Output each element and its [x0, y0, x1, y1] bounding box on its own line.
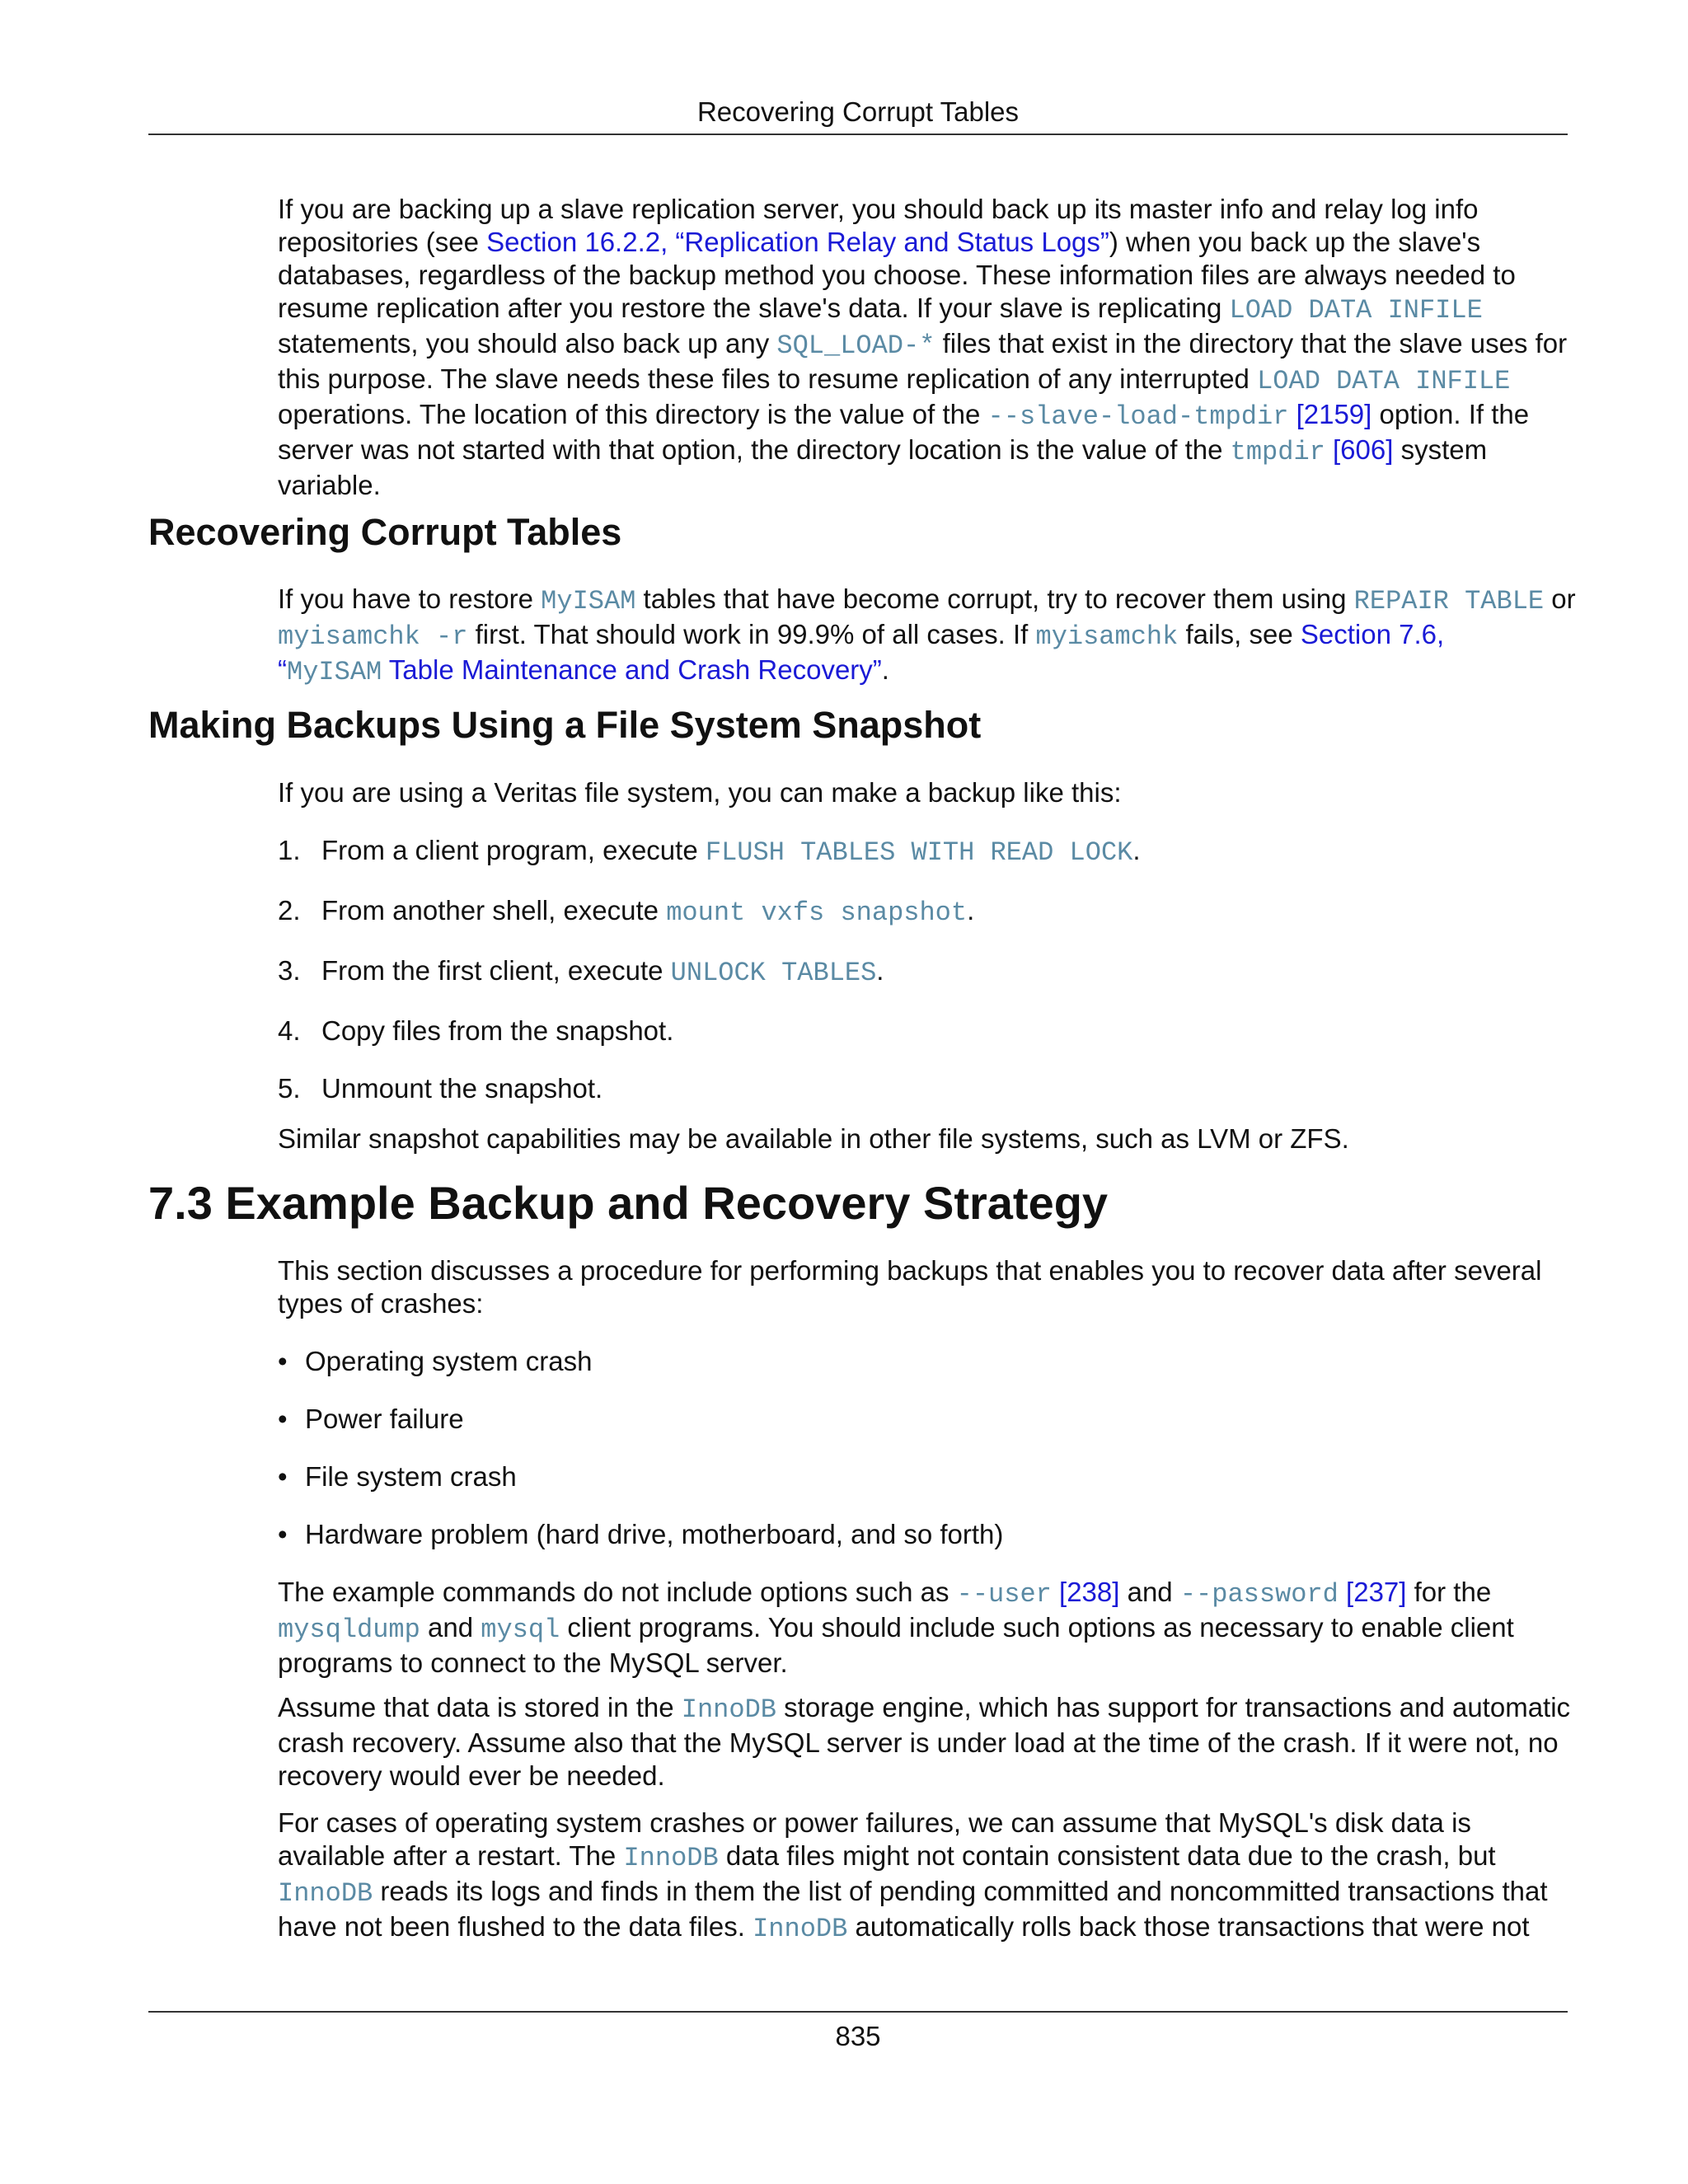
flush-tables-link[interactable] — [705, 835, 1133, 868]
section-7-6-link[interactable]: Section 7.6, — [1300, 619, 1445, 649]
list-item — [278, 894, 1576, 930]
text-run: first. That should work in 99.9% of all cases. If — [467, 619, 1036, 649]
text-run: statements, you should also back up any — [278, 328, 777, 359]
list-item — [278, 1460, 1576, 1493]
snapshot-outro: Similar snapshot capabilities may be available in other file systems, such as LVM or ZFS. — [278, 1123, 1349, 1154]
bullet: • — [278, 1346, 288, 1376]
list-item — [278, 1403, 1576, 1436]
text-run: fails, see — [1178, 619, 1301, 649]
bullet-text: Hardware problem (hard drive, motherboard, and so forth) — [305, 1519, 1004, 1549]
mysqldump-code: mysqldump — [278, 1615, 420, 1645]
step-text: From another shell, execute — [321, 895, 667, 926]
text-run: ) when you back up the slave's databases, regardless of the backup method you choose. These information files are always needed to resume replication after you restore the slave's data. If your slave is replicating — [278, 227, 1516, 323]
text-run: data files might not contain consistent data due to the crash, but — [718, 1840, 1496, 1871]
bullet: • — [278, 1404, 288, 1434]
step-text: From the first client, execute — [321, 955, 671, 986]
ref-237-link[interactable]: [237] — [1346, 1577, 1407, 1607]
snapshot-steps-list — [278, 834, 1576, 1130]
load-data-infile-code: LOAD DATA INFILE — [1229, 295, 1483, 326]
repair-table-code: REPAIR TABLE — [1353, 586, 1545, 616]
text-run: For cases of operating system crashes or power failures, we can assume that MySQL's disk data is available after a restart. The — [278, 1807, 1471, 1871]
step-end: . — [1132, 835, 1141, 865]
step-number: 1. — [278, 835, 301, 865]
snapshot-heading: Making Backups Using a File System Snapshot — [148, 704, 982, 746]
user-option-code: --user — [956, 1579, 1052, 1610]
text-run: storage engine, which has support for transactions and automatic crash recovery. Assume also that the MySQL server is under load at the time of the crash. If it were not, no recovery would ever be needed. — [278, 1692, 1571, 1791]
repair-table-link[interactable] — [1354, 583, 1544, 614]
recovering-corrupt-tables-heading: Recovering Corrupt Tables — [148, 511, 622, 553]
ref-2159-link[interactable]: [2159] — [1296, 399, 1372, 429]
myisamchk-link[interactable] — [1035, 619, 1179, 652]
step-text: From a client program, execute — [321, 835, 706, 865]
crash-types-list — [278, 1345, 1576, 1576]
sql-load-code: SQL_LOAD-* — [776, 330, 935, 361]
text-run: The example commands do not include options such as — [278, 1577, 957, 1607]
step-text: Unmount the snapshot. — [321, 1073, 603, 1104]
step-number: 5. — [278, 1073, 301, 1104]
crash-recovery-paragraph — [278, 1807, 1576, 1946]
text-run: option. If the server was not started with that option, the directory location is the value of the — [278, 399, 1530, 465]
text-run: operations. The location of this directory is the value of the — [278, 399, 988, 429]
slave-load-tmpdir-code: --slave-load-tmpdir — [987, 401, 1289, 432]
list-item — [278, 1072, 1576, 1105]
myisam-link[interactable] — [541, 583, 635, 614]
ref-238-link[interactable]: [238] — [1059, 1577, 1120, 1607]
corrupt-tables-paragraph — [278, 583, 1576, 689]
text-run: or — [1544, 583, 1576, 614]
mount-vxfs-code: mount vxfs snapshot — [666, 898, 968, 928]
password-option-code: --password — [1179, 1579, 1339, 1610]
innodb-code: InnoDB — [681, 1694, 776, 1725]
user-option-link[interactable] — [956, 1577, 1052, 1610]
myisam-maintenance-link[interactable] — [278, 654, 882, 685]
unlock-tables-code: UNLOCK TABLES — [670, 958, 877, 988]
page-number: 835 — [148, 2011, 1568, 2057]
innodb-code: InnoDB — [623, 1843, 719, 1873]
text-run: automatically rolls back those transactions that were not — [847, 1911, 1530, 1942]
text-run: If you are backing up a slave replication server, you should back up its master info and relay log info repositories (see — [278, 194, 1479, 257]
strategy-intro: This section discusses a procedure for performing backups that enables you to recover data after several types of crashes: — [278, 1255, 1542, 1319]
innodb-code: InnoDB — [753, 1914, 848, 1944]
unlock-tables-link[interactable] — [671, 955, 877, 986]
replication-relay-logs-link[interactable]: Section 16.2.2, “Replication Relay and Status Logs” — [486, 227, 1109, 257]
text-run: reads its logs and finds in them the list of pending committed and noncommitted transactions that have not been flushed to the data files. — [278, 1876, 1548, 1942]
myisam-code: MyISAM — [541, 586, 636, 616]
text-run: and — [1119, 1577, 1180, 1607]
step-number: 3. — [278, 955, 301, 986]
running-header: Recovering Corrupt Tables — [148, 92, 1568, 135]
innodb-code: InnoDB — [278, 1878, 373, 1909]
list-item — [278, 834, 1576, 869]
section-7-3-heading: 7.3 Example Backup and Recovery Strategy — [148, 1177, 1109, 1229]
step-number: 4. — [278, 1015, 301, 1046]
snapshot-intro: If you are using a Veritas file system, you can make a backup like this: — [278, 777, 1122, 808]
bullet: • — [278, 1519, 288, 1549]
load-data-infile-code: LOAD DATA INFILE — [1257, 366, 1511, 396]
link-text: Table Maintenance and Crash Recovery” — [382, 654, 882, 685]
bullet-text: Operating system crash — [305, 1346, 593, 1376]
text-run: files that exist in the directory that the slave uses for this purpose. The slave needs these files to resume replication of any interrupted — [278, 328, 1568, 394]
text-run: and — [420, 1612, 481, 1643]
flush-tables-code: FLUSH TABLES WITH READ LOCK — [705, 837, 1133, 868]
myisam-code: MyISAM — [287, 657, 382, 687]
mysql-link[interactable] — [481, 1612, 560, 1643]
replication-backup-paragraph — [278, 193, 1576, 502]
mysqldump-link[interactable] — [278, 1612, 420, 1643]
quote-open: “ — [278, 654, 287, 685]
tmpdir-code: tmpdir — [1230, 437, 1325, 467]
text-run: for the — [1406, 1577, 1492, 1607]
innodb-assumption-paragraph — [278, 1691, 1576, 1793]
text-run: tables that have become corrupt, try to recover them using — [635, 583, 1354, 614]
step-number: 2. — [278, 895, 301, 926]
list-item — [278, 1518, 1576, 1551]
myisamchk-code: myisamchk — [1035, 621, 1179, 652]
bullet: • — [278, 1461, 288, 1492]
innodb-link[interactable] — [681, 1692, 776, 1725]
step-end: . — [876, 955, 884, 986]
mysql-code: mysql — [481, 1615, 560, 1645]
text-run: client programs. You should include such options as necessary to enable client programs to connect to the MySQL server. — [278, 1612, 1514, 1678]
example-commands-paragraph — [278, 1576, 1576, 1680]
ref-606-link[interactable]: [606] — [1333, 434, 1394, 465]
text-run: Assume that data is stored in the — [278, 1692, 682, 1722]
list-item — [278, 1015, 1576, 1047]
text-run: . — [881, 654, 889, 685]
tmpdir-link[interactable] — [1231, 434, 1325, 465]
list-item — [278, 1345, 1576, 1378]
myisamchk-r-link[interactable] — [278, 619, 468, 652]
bullet-text: Power failure — [305, 1404, 464, 1434]
text-run: system variable. — [278, 434, 1488, 500]
step-text: Copy files from the snapshot. — [321, 1015, 674, 1046]
text-run: If you have to restore — [278, 583, 542, 614]
myisamchk-r-code: myisamchk -r — [278, 621, 468, 652]
list-item — [278, 954, 1576, 990]
step-end: . — [967, 895, 975, 926]
password-option-link[interactable] — [1179, 1577, 1339, 1610]
bullet-text: File system crash — [305, 1461, 517, 1492]
slave-load-tmpdir-link[interactable] — [987, 399, 1289, 432]
